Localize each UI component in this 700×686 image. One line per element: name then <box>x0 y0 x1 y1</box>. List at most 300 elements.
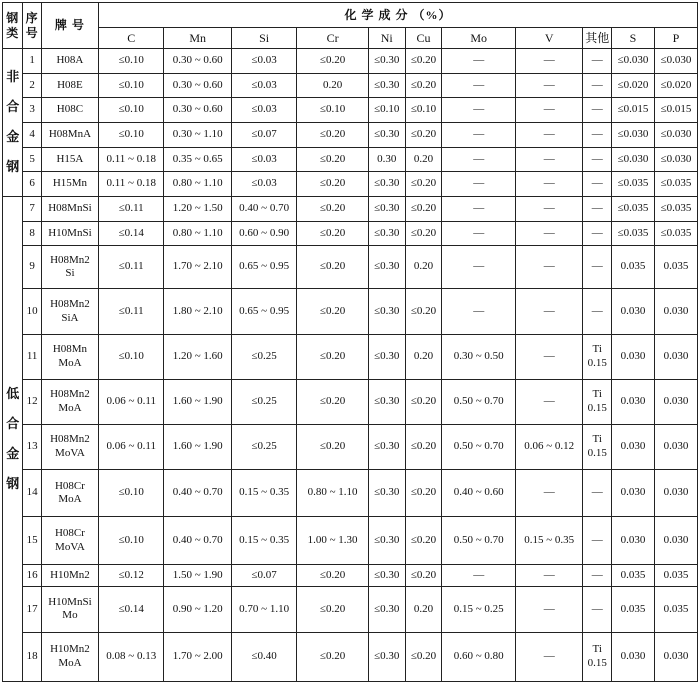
value-cell-p: ≤0.035 <box>654 172 697 197</box>
value-cell-si: ≤0.07 <box>231 122 296 147</box>
grade-line1: H08Mn <box>52 342 88 355</box>
value-cell-ni: ≤0.30 <box>368 470 405 517</box>
grade-line1: H08Cr <box>54 479 85 492</box>
other-line1: — <box>591 568 603 581</box>
grade-cell <box>41 98 98 123</box>
table-row <box>3 147 698 172</box>
value-cell-si: 0.40 ~ 0.70 <box>231 196 296 221</box>
value-cell-mn: 0.35 ~ 0.65 <box>164 147 231 172</box>
value-cell-p: 0.030 <box>654 334 697 379</box>
other-line1: — <box>591 533 603 546</box>
other-line1: Ti <box>592 342 602 355</box>
value-cell-cr: ≤0.20 <box>297 122 369 147</box>
header-element: P <box>654 28 697 49</box>
value-cell-cr: ≤0.20 <box>297 196 369 221</box>
value-cell-cu: ≤0.20 <box>405 221 442 246</box>
value-cell-c: 0.08 ~ 0.13 <box>99 632 164 681</box>
value-cell-si: ≤0.25 <box>231 334 296 379</box>
value-cell-p: ≤0.035 <box>654 196 697 221</box>
table-row <box>3 221 698 246</box>
category-char: 合 <box>6 99 20 115</box>
value-cell-c: ≤0.11 <box>99 196 164 221</box>
value-cell-ni: ≤0.10 <box>368 98 405 123</box>
grade-line1: H10MnSi <box>48 226 92 239</box>
value-cell-mo: 0.50 ~ 0.70 <box>442 517 516 564</box>
value-cell-p: ≤0.035 <box>654 221 697 246</box>
grade-line1: H08Cr <box>54 526 85 539</box>
category-cell <box>3 196 23 681</box>
grade-line2: Si <box>65 267 75 280</box>
value-cell-mn: 1.60 ~ 1.90 <box>164 379 231 424</box>
value-cell-c: ≤0.10 <box>99 98 164 123</box>
value-cell-s: ≤0.030 <box>612 122 655 147</box>
value-cell-ni: ≤0.30 <box>368 246 405 289</box>
value-cell-cr: ≤0.20 <box>297 221 369 246</box>
grade-line1: H10Mn2 <box>50 568 90 581</box>
value-cell-c: ≤0.10 <box>99 122 164 147</box>
grade-cell <box>41 425 98 470</box>
grade-line1: H10Mn2 <box>50 643 90 656</box>
value-cell-mo: 0.50 ~ 0.70 <box>442 425 516 470</box>
value-cell-mn: 0.40 ~ 0.70 <box>164 517 231 564</box>
value-cell-mn: 0.30 ~ 0.60 <box>164 98 231 123</box>
table-row <box>3 73 698 98</box>
value-cell-cr: ≤0.20 <box>297 172 369 197</box>
value-cell-cu: ≤0.20 <box>405 196 442 221</box>
value-cell-other <box>583 334 612 379</box>
other-line2: 0.15 <box>587 447 607 460</box>
value-cell-v: — <box>515 49 582 74</box>
composition-table <box>2 2 698 682</box>
value-cell-si: 0.15 ~ 0.35 <box>231 517 296 564</box>
grade-cell <box>41 564 98 587</box>
value-cell-s: ≤0.035 <box>612 196 655 221</box>
value-cell-mn: 1.50 ~ 1.90 <box>164 564 231 587</box>
value-cell-mn: 0.80 ~ 1.10 <box>164 221 231 246</box>
grade-line2: MoVA <box>55 540 85 553</box>
value-cell-cu: 0.20 <box>405 246 442 289</box>
grade-line1: H08C <box>56 103 84 116</box>
value-cell-p: 0.035 <box>654 246 697 289</box>
value-cell-s: 0.030 <box>612 425 655 470</box>
value-cell-mn: 1.70 ~ 2.10 <box>164 246 231 289</box>
value-cell-s: 0.035 <box>612 246 655 289</box>
header-element: V <box>515 28 582 49</box>
value-cell-v: — <box>515 632 582 681</box>
category-char: 钢 <box>6 159 20 175</box>
value-cell-si: 0.60 ~ 0.90 <box>231 221 296 246</box>
value-cell-si: ≤0.03 <box>231 98 296 123</box>
value-cell-s: 0.035 <box>612 587 655 632</box>
grade-line1: H08Mn2 <box>50 433 90 446</box>
other-line1: — <box>591 260 603 273</box>
value-cell-s: 0.030 <box>612 289 655 334</box>
grade-cell <box>41 289 98 334</box>
value-cell-mo: — <box>442 172 516 197</box>
value-cell-mn: 1.20 ~ 1.60 <box>164 334 231 379</box>
row-index: 18 <box>23 632 41 681</box>
grade-line2: SiA <box>61 311 79 324</box>
value-cell-v: — <box>515 73 582 98</box>
header-composition-title: 化 学 成 分 （%） <box>99 3 698 28</box>
other-line2: 0.15 <box>587 656 607 669</box>
value-cell-cr: ≤0.20 <box>297 587 369 632</box>
table-row <box>3 98 698 123</box>
value-cell-p: 0.035 <box>654 564 697 587</box>
other-line1: — <box>591 78 603 91</box>
value-cell-cu: ≤0.20 <box>405 49 442 74</box>
value-cell-cr: ≤0.20 <box>297 246 369 289</box>
value-cell-ni: ≤0.30 <box>368 122 405 147</box>
table-row <box>3 517 698 564</box>
value-cell-cu: ≤0.20 <box>405 172 442 197</box>
other-line1: Ti <box>592 643 602 656</box>
other-line1: — <box>591 127 603 140</box>
row-index: 14 <box>23 470 41 517</box>
value-cell-ni: 0.30 <box>368 147 405 172</box>
value-cell-mo: 0.30 ~ 0.50 <box>442 334 516 379</box>
value-cell-s: ≤0.030 <box>612 147 655 172</box>
row-index: 6 <box>23 172 41 197</box>
value-cell-si: ≤0.03 <box>231 73 296 98</box>
value-cell-other <box>583 147 612 172</box>
value-cell-ni: ≤0.30 <box>368 379 405 424</box>
header-element: Si <box>231 28 296 49</box>
value-cell-mn: 1.20 ~ 1.50 <box>164 196 231 221</box>
value-cell-c: ≤0.11 <box>99 289 164 334</box>
value-cell-v: 0.15 ~ 0.35 <box>515 517 582 564</box>
value-cell-cu: ≤0.20 <box>405 517 442 564</box>
grade-line1: H08Mn2 <box>50 297 90 310</box>
value-cell-v: — <box>515 470 582 517</box>
value-cell-si: ≤0.03 <box>231 147 296 172</box>
value-cell-p: 0.030 <box>654 379 697 424</box>
element-header-row <box>3 28 698 49</box>
row-index: 12 <box>23 379 41 424</box>
value-cell-mo: — <box>442 122 516 147</box>
value-cell-si: 0.65 ~ 0.95 <box>231 289 296 334</box>
grade-cell <box>41 517 98 564</box>
header-element: Cu <box>405 28 442 49</box>
header-category: 钢类 <box>3 3 23 49</box>
value-cell-cr: ≤0.20 <box>297 49 369 74</box>
grade-cell <box>41 334 98 379</box>
value-cell-p: ≤0.015 <box>654 98 697 123</box>
value-cell-p: 0.030 <box>654 632 697 681</box>
table-row <box>3 470 698 517</box>
value-cell-other <box>583 98 612 123</box>
value-cell-s: 0.030 <box>612 470 655 517</box>
value-cell-cu: 0.20 <box>405 587 442 632</box>
header-grade: 牌 号 <box>41 3 98 49</box>
value-cell-mn: 0.90 ~ 1.20 <box>164 587 231 632</box>
other-line1: — <box>591 486 603 499</box>
row-index: 13 <box>23 425 41 470</box>
header-element: 其他 <box>583 28 612 49</box>
value-cell-s: ≤0.035 <box>612 221 655 246</box>
value-cell-p: ≤0.030 <box>654 122 697 147</box>
other-line1: — <box>591 602 603 615</box>
value-cell-cr: ≤0.20 <box>297 564 369 587</box>
grade-line1: H08E <box>57 78 83 91</box>
row-index: 1 <box>23 49 41 74</box>
grade-cell <box>41 196 98 221</box>
value-cell-ni: ≤0.30 <box>368 73 405 98</box>
value-cell-other <box>583 564 612 587</box>
value-cell-other <box>583 517 612 564</box>
value-cell-mo: — <box>442 246 516 289</box>
table-row <box>3 122 698 147</box>
value-cell-cu: ≤0.20 <box>405 632 442 681</box>
value-cell-v: — <box>515 172 582 197</box>
value-cell-ni: ≤0.30 <box>368 517 405 564</box>
value-cell-cu: ≤0.20 <box>405 122 442 147</box>
grade-line1: H15A <box>56 152 84 165</box>
other-line1: — <box>591 177 603 190</box>
value-cell-cu: ≤0.20 <box>405 470 442 517</box>
table-row <box>3 172 698 197</box>
grade-line1: H08Mn2 <box>50 253 90 266</box>
value-cell-si: 0.65 ~ 0.95 <box>231 246 296 289</box>
value-cell-ni: ≤0.30 <box>368 172 405 197</box>
other-line1: — <box>591 304 603 317</box>
value-cell-p: 0.030 <box>654 517 697 564</box>
value-cell-mo: — <box>442 289 516 334</box>
category-char: 非 <box>6 69 20 85</box>
value-cell-v: — <box>515 334 582 379</box>
row-index: 10 <box>23 289 41 334</box>
value-cell-c: 0.11 ~ 0.18 <box>99 147 164 172</box>
value-cell-cu: ≤0.20 <box>405 425 442 470</box>
row-index: 17 <box>23 587 41 632</box>
table-row <box>3 632 698 681</box>
other-line1: — <box>591 226 603 239</box>
grade-cell <box>41 587 98 632</box>
grade-line1: H08MnSi <box>48 201 92 214</box>
value-cell-c: ≤0.14 <box>99 587 164 632</box>
other-line1: — <box>591 53 603 66</box>
value-cell-si: 0.15 ~ 0.35 <box>231 470 296 517</box>
row-index: 8 <box>23 221 41 246</box>
grade-line1: H10MnSi <box>48 595 92 608</box>
value-cell-p: ≤0.020 <box>654 73 697 98</box>
value-cell-ni: ≤0.30 <box>368 289 405 334</box>
table-row <box>3 425 698 470</box>
value-cell-other <box>583 246 612 289</box>
value-cell-c: 0.06 ~ 0.11 <box>99 425 164 470</box>
other-line2: 0.15 <box>587 356 607 369</box>
table-row <box>3 379 698 424</box>
other-line1: — <box>591 152 603 165</box>
value-cell-cr: ≤0.10 <box>297 98 369 123</box>
value-cell-mn: 1.70 ~ 2.00 <box>164 632 231 681</box>
header-element: Ni <box>368 28 405 49</box>
value-cell-v: — <box>515 221 582 246</box>
table-row <box>3 49 698 74</box>
value-cell-p: ≤0.030 <box>654 147 697 172</box>
value-cell-mn: 0.40 ~ 0.70 <box>164 470 231 517</box>
grade-line2: MoA <box>58 401 82 414</box>
header-element: Cr <box>297 28 369 49</box>
value-cell-mo: — <box>442 221 516 246</box>
value-cell-s: 0.030 <box>612 517 655 564</box>
table-row <box>3 587 698 632</box>
value-cell-ni: ≤0.30 <box>368 587 405 632</box>
value-cell-cu: 0.20 <box>405 147 442 172</box>
value-cell-cu: ≤0.20 <box>405 564 442 587</box>
value-cell-v: — <box>515 122 582 147</box>
value-cell-s: 0.030 <box>612 632 655 681</box>
value-cell-p: 0.030 <box>654 470 697 517</box>
value-cell-mo: — <box>442 196 516 221</box>
grade-line1: H08A <box>56 53 84 66</box>
value-cell-mo: 0.40 ~ 0.60 <box>442 470 516 517</box>
value-cell-mo: — <box>442 98 516 123</box>
value-cell-s: 0.035 <box>612 564 655 587</box>
grade-cell <box>41 246 98 289</box>
header-element: C <box>99 28 164 49</box>
grade-cell <box>41 470 98 517</box>
value-cell-other <box>583 587 612 632</box>
value-cell-v: — <box>515 246 582 289</box>
header-element: S <box>612 28 655 49</box>
value-cell-v: — <box>515 98 582 123</box>
value-cell-other <box>583 221 612 246</box>
value-cell-s: ≤0.030 <box>612 49 655 74</box>
value-cell-cr: ≤0.20 <box>297 334 369 379</box>
grade-line1: H15Mn <box>52 177 88 190</box>
header-index: 序号 <box>23 3 41 49</box>
value-cell-p: 0.030 <box>654 425 697 470</box>
other-line1: Ti <box>592 433 602 446</box>
value-cell-other <box>583 122 612 147</box>
value-cell-other <box>583 470 612 517</box>
grade-line2: MoVA <box>55 447 85 460</box>
table-row <box>3 246 698 289</box>
value-cell-c: ≤0.14 <box>99 221 164 246</box>
grade-cell <box>41 49 98 74</box>
value-cell-cu: ≤0.20 <box>405 289 442 334</box>
value-cell-ni: ≤0.30 <box>368 425 405 470</box>
value-cell-p: 0.035 <box>654 587 697 632</box>
value-cell-mo: 0.50 ~ 0.70 <box>442 379 516 424</box>
value-cell-cr: ≤0.20 <box>297 147 369 172</box>
grade-cell <box>41 632 98 681</box>
table-row <box>3 564 698 587</box>
grade-line1: H08Mn2 <box>50 388 90 401</box>
value-cell-v: — <box>515 379 582 424</box>
value-cell-other <box>583 49 612 74</box>
value-cell-cr: ≤0.20 <box>297 379 369 424</box>
other-line1: Ti <box>592 388 602 401</box>
value-cell-ni: ≤0.30 <box>368 632 405 681</box>
value-cell-ni: ≤0.30 <box>368 221 405 246</box>
value-cell-other <box>583 379 612 424</box>
value-cell-s: 0.030 <box>612 379 655 424</box>
row-index: 15 <box>23 517 41 564</box>
grade-line2: MoA <box>58 493 82 506</box>
value-cell-other <box>583 632 612 681</box>
grade-cell <box>41 172 98 197</box>
grade-cell <box>41 122 98 147</box>
other-line1: — <box>591 201 603 214</box>
value-cell-cu: ≤0.10 <box>405 98 442 123</box>
row-index: 9 <box>23 246 41 289</box>
grade-line2: MoA <box>58 356 82 369</box>
value-cell-ni: ≤0.30 <box>368 196 405 221</box>
value-cell-other <box>583 425 612 470</box>
header-element: Mo <box>442 28 516 49</box>
grade-cell <box>41 221 98 246</box>
value-cell-other <box>583 289 612 334</box>
category-char: 低 <box>6 385 20 401</box>
value-cell-c: ≤0.11 <box>99 246 164 289</box>
value-cell-v: — <box>515 289 582 334</box>
value-cell-v: — <box>515 147 582 172</box>
value-cell-mn: 1.80 ~ 2.10 <box>164 289 231 334</box>
header-element: Mn <box>164 28 231 49</box>
value-cell-s: ≤0.035 <box>612 172 655 197</box>
value-cell-si: ≤0.25 <box>231 425 296 470</box>
value-cell-mo: 0.15 ~ 0.25 <box>442 587 516 632</box>
grade-line1: H08MnA <box>48 127 92 140</box>
value-cell-cu: ≤0.20 <box>405 379 442 424</box>
grade-line2: Mo <box>62 609 78 622</box>
value-cell-c: ≤0.10 <box>99 517 164 564</box>
row-index: 16 <box>23 564 41 587</box>
value-cell-mo: — <box>442 147 516 172</box>
value-cell-other <box>583 172 612 197</box>
table-row <box>3 334 698 379</box>
grade-cell <box>41 73 98 98</box>
value-cell-v: — <box>515 196 582 221</box>
value-cell-other <box>583 196 612 221</box>
row-index: 11 <box>23 334 41 379</box>
value-cell-c: ≤0.10 <box>99 49 164 74</box>
table-row <box>3 289 698 334</box>
value-cell-ni: ≤0.30 <box>368 334 405 379</box>
value-cell-c: 0.11 ~ 0.18 <box>99 172 164 197</box>
value-cell-cr: ≤0.20 <box>297 289 369 334</box>
value-cell-mo: — <box>442 73 516 98</box>
grade-cell <box>41 379 98 424</box>
row-index: 4 <box>23 122 41 147</box>
value-cell-v: — <box>515 587 582 632</box>
value-cell-c: 0.06 ~ 0.11 <box>99 379 164 424</box>
value-cell-cr: 0.20 <box>297 73 369 98</box>
category-char: 合 <box>6 415 20 431</box>
row-index: 2 <box>23 73 41 98</box>
value-cell-cu: 0.20 <box>405 334 442 379</box>
value-cell-p: ≤0.030 <box>654 49 697 74</box>
value-cell-cr: 0.80 ~ 1.10 <box>297 470 369 517</box>
value-cell-c: ≤0.10 <box>99 334 164 379</box>
value-cell-cr: ≤0.20 <box>297 425 369 470</box>
grade-line2: MoA <box>58 656 82 669</box>
category-char: 金 <box>6 129 20 145</box>
value-cell-cr: 1.00 ~ 1.30 <box>297 517 369 564</box>
value-cell-ni: ≤0.30 <box>368 49 405 74</box>
other-line2: 0.15 <box>587 401 607 414</box>
value-cell-si: ≤0.25 <box>231 379 296 424</box>
value-cell-s: 0.030 <box>612 334 655 379</box>
value-cell-mn: 0.80 ~ 1.10 <box>164 172 231 197</box>
value-cell-mo: 0.60 ~ 0.80 <box>442 632 516 681</box>
value-cell-mn: 0.30 ~ 0.60 <box>164 73 231 98</box>
category-char: 金 <box>6 445 20 461</box>
other-line1: — <box>591 103 603 116</box>
value-cell-s: ≤0.020 <box>612 73 655 98</box>
